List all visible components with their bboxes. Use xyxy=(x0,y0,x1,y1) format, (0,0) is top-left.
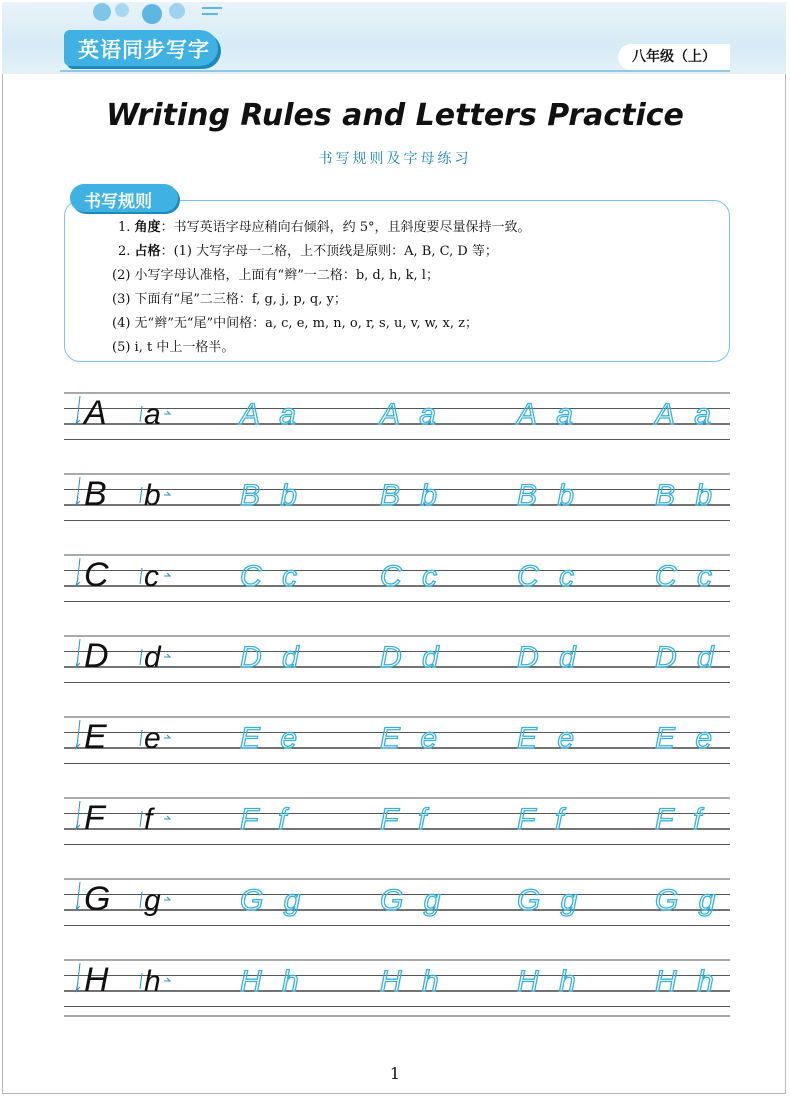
rule-text: (3) 下面有“尾”二三格：f, g, j, p, q, y； xyxy=(112,292,347,307)
model-uppercase-letter: D xyxy=(84,637,109,675)
tracing-letter-pair[interactable]: F f xyxy=(655,803,708,836)
tracing-letter-pair[interactable]: D d xyxy=(380,641,445,674)
model-uppercase-letter: G xyxy=(84,880,111,918)
tracing-letter-pair[interactable]: E e xyxy=(655,722,719,755)
model-lowercase-letter: h xyxy=(144,965,161,998)
tracing-letter-pair[interactable]: B b xyxy=(240,479,304,512)
tracing-letter-pair[interactable]: H h xyxy=(240,965,305,998)
model-lowercase-letter: e xyxy=(144,722,161,755)
model-lowercase-letter: g xyxy=(144,884,161,917)
tracing-letter-pair[interactable]: F f xyxy=(380,803,433,836)
model-lowercase-letter: f xyxy=(144,803,153,836)
model-uppercase-letter: F xyxy=(84,799,105,837)
tracing-letter-pair[interactable]: H h xyxy=(655,965,720,998)
tracing-letter-pair[interactable]: H h xyxy=(517,965,582,998)
rule-line xyxy=(112,288,347,307)
model-lowercase-letter: a xyxy=(144,398,161,431)
rule-line xyxy=(112,312,478,331)
rule-text: ：(1) 大写字母一二格，上不顶线是原则：A, B, C, D 等； xyxy=(160,244,498,259)
model-uppercase-letter: H xyxy=(84,961,109,999)
rule-number: 2. xyxy=(118,244,135,259)
tracing-letter-pair[interactable]: F f xyxy=(517,803,570,836)
tracing-letter-pair[interactable]: G g xyxy=(380,884,447,917)
tracing-letter-pair[interactable]: B b xyxy=(380,479,444,512)
tracing-letter-pair[interactable]: B b xyxy=(517,479,581,512)
grade-label: 八年级（上） xyxy=(618,44,730,70)
model-lowercase-letter: c xyxy=(144,560,159,593)
tracing-letter-pair[interactable]: C c xyxy=(240,560,303,593)
model-uppercase-letter: B xyxy=(84,475,107,513)
rules-label: 书写规则 xyxy=(84,192,152,212)
tracing-letter-pair[interactable]: D d xyxy=(655,641,720,674)
rule-line xyxy=(112,336,234,355)
series-title: 英语同步写字 xyxy=(78,38,210,62)
header-decoration-icon xyxy=(82,2,262,32)
tracing-letter-pair[interactable]: C c xyxy=(517,560,580,593)
rule-text: (5) i, t 中上一格半。 xyxy=(112,340,235,355)
rule-line xyxy=(118,216,530,235)
page-title: Writing Rules and Letters Practice xyxy=(106,98,684,133)
tracing-letter-pair[interactable]: H h xyxy=(380,965,445,998)
tracing-letter-pair[interactable]: D d xyxy=(517,641,582,674)
tracing-letter-pair[interactable]: E e xyxy=(517,722,581,755)
model-uppercase-letter: E xyxy=(84,718,107,756)
rule-text: ：书写英语字母应稍向右倾斜，约 5°，且斜度要尽量保持一致。 xyxy=(160,220,531,235)
tracing-letter-pair[interactable]: G g xyxy=(655,884,722,917)
rule-text: (2) 小写字母认准格，上面有“辫”一二格：b, d, h, k, l； xyxy=(112,268,439,283)
header-rule xyxy=(60,70,730,72)
tracing-letter-pair[interactable]: B b xyxy=(655,479,719,512)
page-subtitle: 书写规则及字母练习 xyxy=(318,151,472,167)
tracing-letter-pair[interactable]: E e xyxy=(380,722,444,755)
tracing-letter-pair[interactable]: D d xyxy=(240,641,305,674)
tracing-letter-pair[interactable]: G g xyxy=(517,884,584,917)
tracing-letter-pair[interactable]: F f xyxy=(240,803,293,836)
model-lowercase-letter: b xyxy=(144,479,161,512)
model-uppercase-letter: A xyxy=(84,394,107,432)
rule-number: 1. xyxy=(118,220,135,235)
rule-text: (4) 无“辫”无“尾”中间格：a, c, e, m, n, o, r, s, u, v, w, x, z； xyxy=(112,316,478,331)
page-number: 1 xyxy=(389,1064,401,1083)
tracing-letter-pair[interactable]: G g xyxy=(240,884,307,917)
tracing-letter-pair[interactable]: A a xyxy=(517,398,579,431)
rule-line xyxy=(112,264,439,283)
model-lowercase-letter: d xyxy=(144,641,161,674)
tracing-letter-pair[interactable]: A a xyxy=(655,398,717,431)
tracing-letter-pair[interactable]: A a xyxy=(380,398,442,431)
tracing-letter-pair[interactable]: C c xyxy=(655,560,718,593)
model-uppercase-letter: C xyxy=(84,556,109,594)
rules-label-tab xyxy=(70,184,178,212)
series-title-tab xyxy=(64,30,218,66)
tracing-letter-pair[interactable]: A a xyxy=(240,398,302,431)
rule-term: 占格 xyxy=(134,244,161,259)
tracing-letter-pair[interactable]: C c xyxy=(380,560,443,593)
tracing-letter-pair[interactable]: E e xyxy=(240,722,304,755)
rule-term: 角度 xyxy=(134,220,161,235)
rule-line xyxy=(118,240,498,259)
